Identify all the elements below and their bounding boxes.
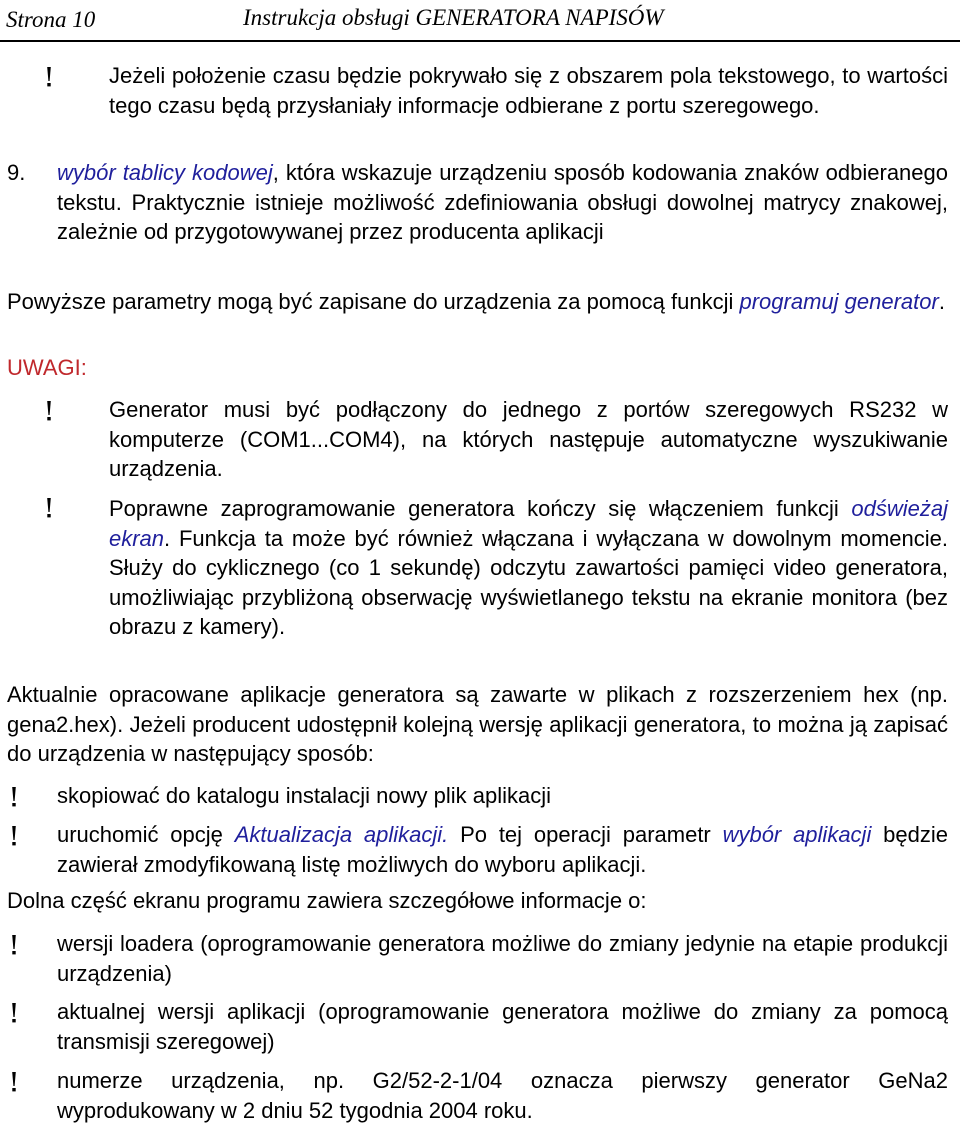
- update-intro-text: Aktualnie opracowane aplikacje generatora są zawarte w plikach z rozszerzeniem hex (np. gena2.hex). Jeżeli producent udostępnił kolejną wersję aplikacji generatora, to można ją zapisać do urządzenia w następujący sposób:: [7, 682, 948, 767]
- page-header: [0, 0, 960, 42]
- update-step-run-after: będzie zawierał zmodyfikowaną listę możliwych do wyboru aplikacji.: [57, 822, 948, 877]
- code-table-link[interactable]: wybór tablicy kodowej: [57, 160, 273, 185]
- info-app-version: [57, 997, 948, 1056]
- update-step-copy: [57, 781, 948, 811]
- exclamation-bullet-icon: [43, 66, 55, 88]
- note-refresh: [109, 494, 948, 642]
- info-loader-version: [57, 929, 948, 988]
- header-divider: [0, 40, 960, 42]
- update-application-link[interactable]: Aktualizacja aplikacji.: [234, 822, 449, 847]
- list-number-9: 9.: [7, 160, 26, 185]
- exclamation-bullet-icon: [8, 786, 20, 808]
- notes-label: UWAGI:: [7, 355, 87, 380]
- bullet-time-overlap: [109, 61, 948, 120]
- note-refresh-after: . Funkcja ta może być również włączana i wyłączana w dowolnym momencie. Służy do cyklicznego (co 1 sekundę) odczytu zawartości pamięci video generatora, umożliwiając przybliżoną obserwację wyświetlanego tekstu na ekranie monitora (bez obrazu z kamery).: [109, 525, 948, 640]
- bullet-time-overlap-text: Jeżeli położenie czasu będzie pokrywało się z obszarem pola tekstowego, to wartości tego czasu będą przysłaniały informacje odbierane z portu szeregowego.: [109, 63, 948, 118]
- page-number: Strona 10: [6, 7, 96, 32]
- update-step-run-mid: Po tej operacji parametr: [448, 822, 723, 847]
- exclamation-bullet-icon: [8, 825, 20, 847]
- update-step-run-before: uruchomić opcję: [57, 822, 235, 847]
- bottom-info-intro: [7, 886, 948, 916]
- save-params-text: Powyższe parametry mogą być zapisane do urządzenia za pomocą funkcji: [7, 289, 740, 314]
- update-step-run: [57, 820, 948, 879]
- note-connection-text: Generator musi być podłączony do jednego z portów szeregowych RS232 w komputerze (COM1...COM4), na których następuje automatyczne wyszukiwanie urządzenia.: [109, 397, 948, 482]
- refresh-screen-link[interactable]: odświeżaj ekran: [109, 496, 948, 551]
- note-connection: [109, 395, 948, 484]
- save-params-paragraph: [7, 287, 948, 317]
- exclamation-bullet-icon: [8, 1002, 20, 1024]
- exclamation-bullet-icon: [43, 497, 55, 519]
- info-loader-version-text: wersji loadera (oprogramowanie generatora możliwe do zmiany jedynie na etapie produkcji urządzenia): [57, 931, 948, 986]
- program-generator-link[interactable]: programuj generator: [739, 289, 939, 314]
- info-device-number: [57, 1066, 948, 1125]
- info-app-version-text: aktualnej wersji aplikacji (oprogramowanie generatora możliwe do zmiany za pomocą transmisji szeregowej): [57, 999, 948, 1054]
- exclamation-bullet-icon: [43, 400, 55, 422]
- exclamation-bullet-icon: [8, 1071, 20, 1093]
- item9-paragraph: [57, 158, 948, 247]
- save-params-after: .: [938, 289, 945, 314]
- update-step-copy-text: skopiować do katalogu instalacji nowy plik aplikacji: [57, 783, 552, 808]
- document-title: Instrukcja obsługi GENERATORA NAPISÓW: [243, 5, 664, 30]
- item9-text: , która wskazuje urządzeniu sposób kodowania znaków odbieranego tekstu. Praktycznie istnieje możliwość zdefiniowania obsługi dowolnej matrycy znakowej, zależnie od przygotowywanej przez producenta aplikacji: [57, 160, 948, 245]
- note-refresh-before: Poprawne zaprogramowanie generatora kończy się włączeniem funkcji: [109, 496, 852, 521]
- bottom-info-intro-text: Dolna część ekranu programu zawiera szczegółowe informacje o:: [7, 888, 647, 913]
- exclamation-bullet-icon: [8, 934, 20, 956]
- select-application-link[interactable]: wybór aplikacji: [722, 822, 872, 847]
- update-intro: [7, 680, 948, 769]
- info-device-number-text: numerze urządzenia, np. G2/52-2-1/04 oznacza pierwszy generator GeNa2 wyprodukowany w 2 dniu 52 tygodnia 2004 roku.: [57, 1068, 948, 1123]
